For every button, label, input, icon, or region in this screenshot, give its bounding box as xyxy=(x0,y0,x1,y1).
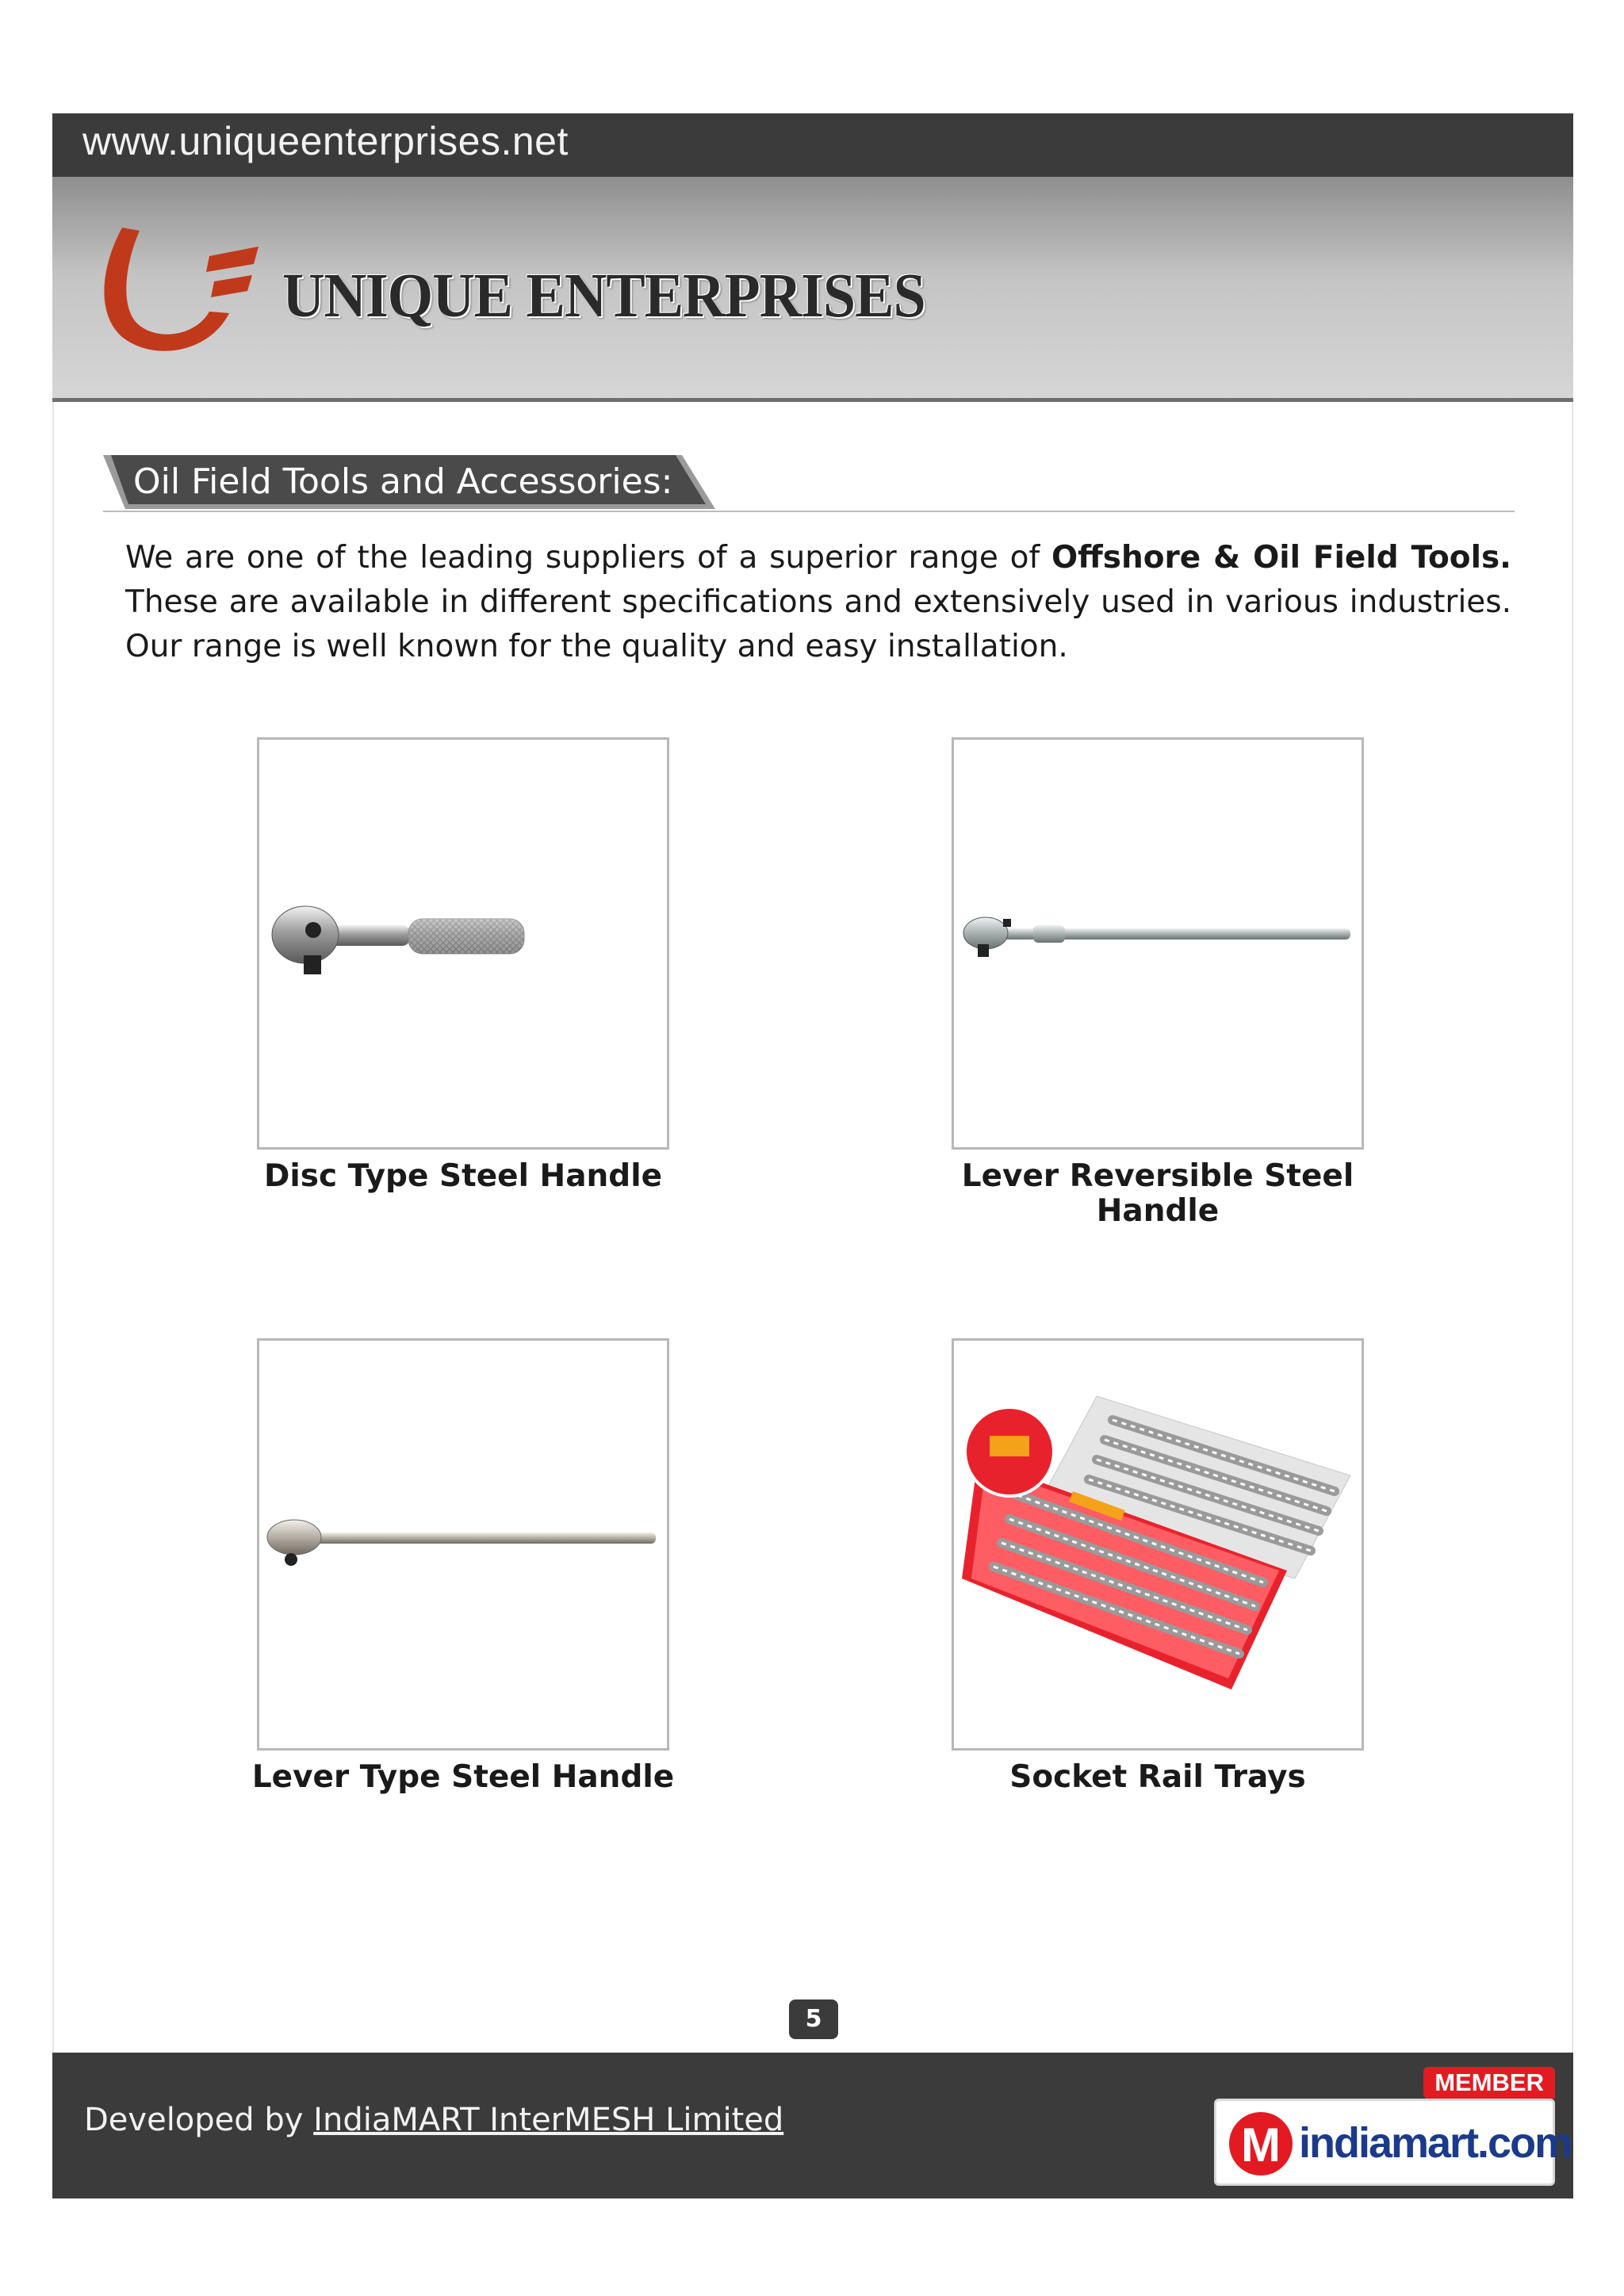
indiamart-m-logo-icon xyxy=(1223,2104,1299,2180)
product-card-socket-rail-trays[interactable] xyxy=(952,1338,1364,1751)
url-bar xyxy=(52,113,1573,177)
website-url[interactable]: www.uniqueenterprises.net xyxy=(82,119,569,163)
intro-text-2: These are available in different specifications and extensively used in various industries. Our range is well known for the quality and easy installation. xyxy=(125,584,1511,664)
socket-tray-icon xyxy=(954,1341,1362,1748)
developed-by xyxy=(84,2102,783,2138)
intro-text-1: We are one of the leading suppliers of a superior range of xyxy=(125,540,1051,576)
indiamart-member-badge[interactable] xyxy=(1214,2067,1572,2186)
ratchet-handle-lever-icon xyxy=(259,1341,667,1748)
svg-text:M: M xyxy=(1241,2118,1281,2172)
product-name: Lever Type Steel Handle xyxy=(251,1759,675,1795)
product-name: Lever Reversible Steel Handle xyxy=(961,1158,1354,1229)
product-card-lever-reversible[interactable] xyxy=(952,737,1364,1150)
page-sheet xyxy=(52,113,1573,2198)
developed-by-label: Developed by xyxy=(84,2102,314,2138)
page-number: 5 xyxy=(789,1999,838,2039)
product-card-lever-type[interactable] xyxy=(257,1338,669,1751)
intro-paragraph xyxy=(125,536,1511,669)
section-heading xyxy=(103,455,715,509)
company-name: UNIQUE ENTERPRISES xyxy=(282,260,925,331)
footer xyxy=(52,2053,1573,2198)
product-name: Socket Rail Trays xyxy=(1009,1759,1306,1795)
unique-enterprises-logo-icon xyxy=(90,218,265,361)
section-divider xyxy=(103,511,1515,512)
member-label: MEMBER xyxy=(1423,2067,1555,2099)
indiamart-logo-box xyxy=(1214,2099,1572,2186)
product-card-disc-type[interactable] xyxy=(257,737,669,1150)
developer-link[interactable]: IndiaMART InterMESH Limited xyxy=(313,2102,784,2138)
ratchet-handle-long-icon xyxy=(954,740,1362,1147)
intro-text-bold: Offshore & Oil Field Tools. xyxy=(1051,540,1511,576)
section-title: Oil Field Tools and Accessories: xyxy=(133,461,673,502)
indiamart-brand: indiamart.com xyxy=(1299,2119,1572,2167)
company-banner xyxy=(52,177,1573,402)
ratchet-handle-knurled-icon xyxy=(259,740,667,1147)
product-name: Disc Type Steel Handle xyxy=(263,1158,663,1194)
